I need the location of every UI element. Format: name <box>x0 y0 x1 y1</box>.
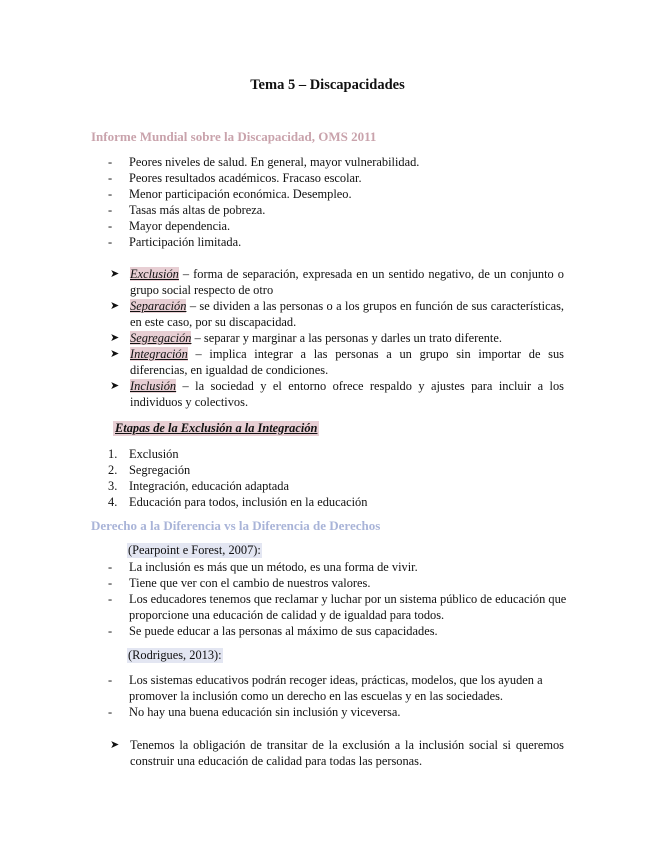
definitions-list <box>110 266 564 410</box>
list-item: - Participación limitada. <box>108 235 242 249</box>
list-item: - Los educadores tenemos que reclamar y luchar por un sistema público de educación que proporcione una educación de calidad y de igualdad para todos. <box>108 592 567 622</box>
list-item: 3. Integración, educación adaptada <box>108 479 289 493</box>
list-item: - Los sistemas educativos podrán recoger ideas, prácticas, modelos, que los ayuden a promover la inclusión como un derecho en las escuelas y en las sociedades. <box>108 673 543 703</box>
dash-marker: - <box>108 155 113 169</box>
definition-item: ➤ Inclusión – la sociedad y el entorno ofrece respaldo y ajustes para incluir a los individuos y colectivos. <box>110 379 564 409</box>
conclusion-item: ➤ Tenemos la obligación de transitar de la exclusión a la inclusión social si queremos construir una educación de calidad para todas las personas. <box>110 738 564 768</box>
arrow-bullet-icon: ➤ <box>110 380 120 392</box>
dash-marker: - <box>108 705 113 719</box>
definition-item: ➤ Integración – implica integrar a las personas a un grupo sin importar de sus diferencias, en igualdad de condiciones. <box>110 347 564 377</box>
arrow-bullet-icon: ➤ <box>110 739 120 751</box>
definition-term: Integración <box>130 347 188 361</box>
dash-marker: - <box>108 673 113 687</box>
arrow-bullet-icon: ➤ <box>110 332 120 344</box>
definition-item: ➤ Segregación – separar y marginar a las personas y darles un trato diferente. <box>110 331 502 345</box>
arrow-bullet-icon: ➤ <box>110 348 120 360</box>
list-item: - Menor participación económica. Desempleo. <box>108 187 352 201</box>
dash-marker: - <box>108 219 113 233</box>
rodrigues-bullet-list <box>108 672 568 720</box>
conclusion-list <box>110 737 564 769</box>
dash-marker: - <box>108 560 113 574</box>
list-item: - No hay una buena educación sin inclusión y viceversa. <box>108 705 401 719</box>
dash-marker: - <box>108 576 113 590</box>
definition-term: Separación <box>130 299 187 313</box>
dash-marker: - <box>108 235 113 249</box>
list-item: - Tasas más altas de pobreza. <box>108 203 266 217</box>
list-item: - Mayor dependencia. <box>108 219 231 233</box>
list-item: - Peores niveles de salud. En general, mayor vulnerabilidad. <box>108 155 420 169</box>
page-title: Tema 5 – Discapacidades <box>250 77 405 93</box>
definition-term: Exclusión <box>130 267 179 281</box>
definition-term: Inclusión <box>130 379 177 393</box>
dash-marker: - <box>108 187 113 201</box>
list-item: 1. Exclusión <box>108 447 179 461</box>
list-item: 4. Educación para todos, inclusión en la educación <box>108 495 368 509</box>
citation-pearpoint: (Pearpoint e Forest, 2007): <box>128 543 261 557</box>
definition-item: ➤ Exclusión – forma de separación, expresada en un sentido negativo, de un conjunto o grupo social respecto de otro <box>110 267 564 297</box>
citation-rodrigues: (Rodrigues, 2013): <box>128 648 222 662</box>
list-item: - La inclusión es más que un método, es una forma de vivir. <box>108 560 418 574</box>
arrow-bullet-icon: ➤ <box>110 300 120 312</box>
list-item: - Se puede educar a las personas al máximo de sus capacidades. <box>108 624 438 638</box>
dash-marker: - <box>108 171 113 185</box>
list-item: - Tiene que ver con el cambio de nuestros valores. <box>108 576 371 590</box>
dash-marker: - <box>108 203 113 217</box>
definition-term: Segregación <box>130 331 192 345</box>
section-heading-oms: Informe Mundial sobre la Discapacidad, OMS 2011 <box>91 129 377 144</box>
oms-bullet-list <box>108 154 568 250</box>
stages-heading: Etapas de la Exclusión a la Integración <box>115 421 318 435</box>
list-item: - Peores resultados académicos. Fracaso escolar. <box>108 171 362 185</box>
dash-marker: - <box>108 592 113 606</box>
definition-item: ➤ Separación – se dividen a las personas o a los grupos en función de sus características, en este caso, por su discapacidad. <box>110 299 564 329</box>
pearpoint-bullet-list <box>108 559 568 639</box>
stages-list <box>108 446 367 510</box>
list-item: 2. Segregación <box>108 463 191 477</box>
dash-marker: - <box>108 624 113 638</box>
arrow-bullet-icon: ➤ <box>110 268 120 280</box>
section-heading-derecho: Derecho a la Diferencia vs la Diferencia de Derechos <box>91 518 381 533</box>
